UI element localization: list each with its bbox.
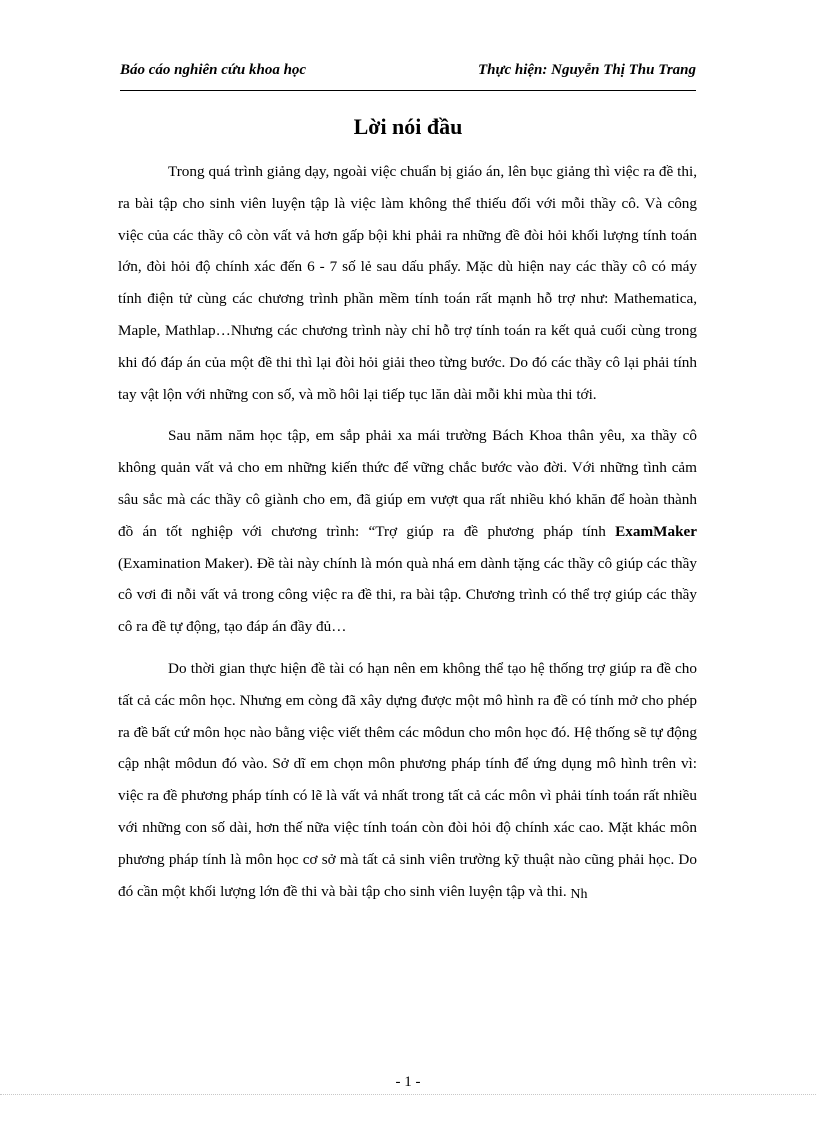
page-number: - 1 - [395,1074,421,1090]
header-report-type: Báo cáo nghiên cứu khoa học [120,62,307,78]
paragraph-2-before: Sau năm năm học tập, em sắp phải xa mái trường Bách Khoa thân yêu, xa thầy cô không quản vất vả cho em những kiến thức để vững chắc bước vào đời. Với những tình cảm sâu sắc mà các thầy cô giành cho em, đã giúp em vượt qua rất nhiều khó khăn để hoàn thành đồ án tốt nghiệp với chương trình: “Trợ giúp ra đề phương pháp tính [118,427,697,540]
page-header [120,60,696,91]
paragraph-2-after: (Examination Maker). Đề tài này chính là món quà nhá em dành tặng các thầy cô giúp các thầy cô vơi đi nỗi vất vả trong công việc ra đề thi, ra bài tập. Chương trình có thể trợ giúp các thầy cô ra đề tự động, tạo đáp án đầy đủ… [118,554,697,636]
paragraph-3-text: Do thời gian thực hiện đề tài có hạn nên em không thể tạo hệ thống trợ giúp ra đề cho tất cả các môn học. Nhưng em còng đã xây dựng được một mô hình ra đề có tính mở cho phép ra đề bất cứ môn học nào bằng việc viết thêm các môdun cho môn học đó. Hệ thống sẽ tự động cập nhật môdun đó vào. Sở dĩ em chọn môn phương pháp tính để ứng dụng mô hình trên vì: việc ra đề phương pháp tính có lẽ là vất vả nhất trong tất cả các môn vì phải tính toán rất nhiều với những con số dài, hơn thế nữa việc tính toán còn đòi hỏi độ chính xác cao. Mặt khác môn phương pháp tính là môn học cơ sở mà tất cả sinh viên trường kỹ thuật nào cũng phải học. Do đó cần một khối lượng lớn đề thi và bài tập cho sinh viên luyện tập và thi. [118,659,697,900]
paragraph-2-program-name: ExamMaker [615,522,697,540]
paragraph-3 [118,653,697,910]
page-title: Lời nói đầu [353,114,463,139]
footer-divider [0,1094,816,1095]
paragraph-1: Trong quá trình giảng dạy, ngoài việc chuẩn bị giáo án, lên bục giảng thì việc ra đề thi, ra bài tập cho sinh viên luyện tập là việc làm không thể thiếu đối với mỗi thầy cô. Và công việc của các thầy cô còn vất vả hơn gấp bội khi phải ra những đề đòi hỏi khối lượng tính toán lớn, đòi hỏi độ chính xác đến 6 - 7 số lẻ sau dấu phẩy. Mặc dù hiện nay các thầy cô có máy tính điện tử cùng các chương trình phần mềm tính toán rất mạnh hỗ trợ như: Mathematica, Maple, Mathlap…Nhưng các chương trình này chỉ hỗ trợ tính toán ra kết quả cuối cùng trong khi đó đáp án của một đề thi thì lại đòi hỏi giải theo từng bước. Do đó các thầy cô lại phải tính tay vật lộn với những con số, và mồ hôi lại tiếp tục lăn dài mỗi khi mùa thi tới. [118,163,697,403]
document-body [118,156,697,920]
paragraph-2 [118,420,697,643]
header-author: Thực hiện: Nguyễn Thị Thu Trang [477,62,696,78]
paragraph-3-trail: Nh [570,886,588,902]
